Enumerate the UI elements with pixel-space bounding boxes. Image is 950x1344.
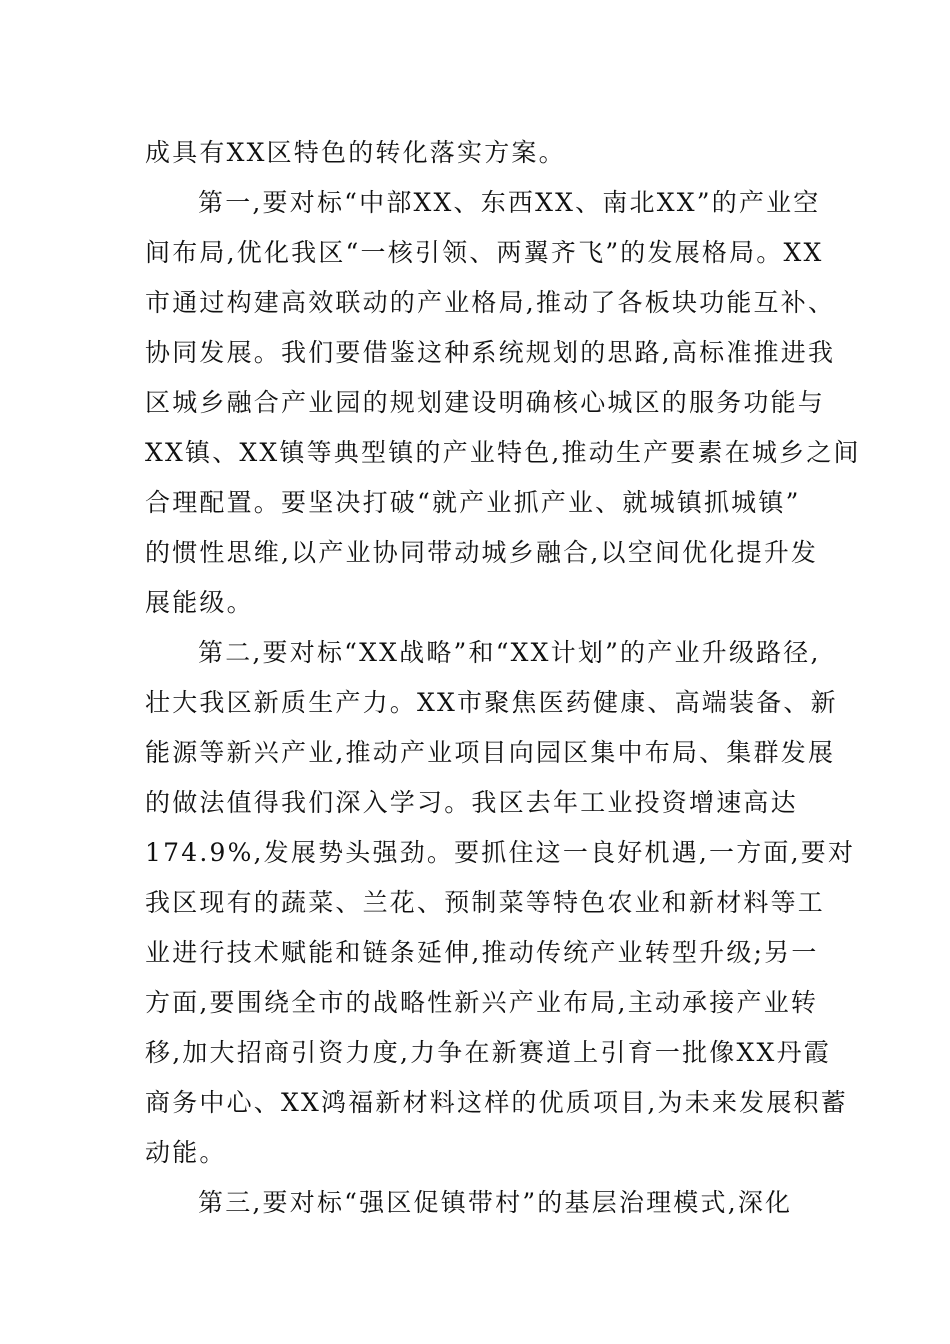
text-line: 协同发展。我们要借鉴这种系统规划的思路,高标准推进我 <box>145 338 836 367</box>
text-line: 展能级。 <box>145 588 254 617</box>
text-line: 能源等新兴产业,推动产业项目向园区集中布局、集群发展 <box>145 738 836 767</box>
text-line: 的惯性思维,以产业协同带动城乡融合,以空间优化提升发 <box>145 538 819 567</box>
paragraph-start-line: 第二,要对标“XX战略”和“XX计划”的产业升级路径, <box>198 638 821 667</box>
text-line: 壮大我区新质生产力。XX市聚焦医药健康、高端装备、新 <box>145 688 838 717</box>
paragraph-start-line: 第一,要对标“中部XX、东西XX、南北XX”的产业空 <box>198 188 821 217</box>
text-line: 174.9%,发展势头强劲。要抓住这一良好机遇,一方面,要对 <box>145 838 856 867</box>
text-line: 方面,要围绕全市的战略性新兴产业布局,主动承接产业转 <box>145 988 819 1017</box>
text-line: 成具有XX区特色的转化落实方案。 <box>145 138 566 167</box>
text-line: 区城乡融合产业园的规划建设明确核心城区的服务功能与 <box>145 388 826 417</box>
text-line: 市通过构建高效联动的产业格局,推动了各板块功能互补、 <box>145 288 836 317</box>
text-line: 移,加大招商引资力度,力争在新赛道上引育一批像XX丹霞 <box>145 1038 831 1067</box>
text-line: 我区现有的蔬菜、兰花、预制菜等特色农业和新材料等工 <box>145 888 826 917</box>
text-line: 业进行技术赋能和链条延伸,推动传统产业转型升级;另一 <box>145 938 819 967</box>
text-line: 商务中心、XX鸿福新材料这样的优质项目,为未来发展积蓄 <box>145 1088 848 1117</box>
text-line: 间布局,优化我区“一核引领、两翼齐飞”的发展格局。XX <box>145 238 824 267</box>
text-line: 合理配置。要坚决打破“就产业抓产业、就城镇抓城镇” <box>145 488 801 517</box>
text-line: XX镇、XX镇等典型镇的产业特色,推动生产要素在城乡之间 <box>145 438 861 467</box>
paragraph-start-line: 第三,要对标“强区促镇带村”的基层治理模式,深化 <box>198 1188 793 1217</box>
text-line: 的做法值得我们深入学习。我区去年工业投资增速高达 <box>145 788 798 817</box>
text-line: 动能。 <box>145 1138 227 1167</box>
